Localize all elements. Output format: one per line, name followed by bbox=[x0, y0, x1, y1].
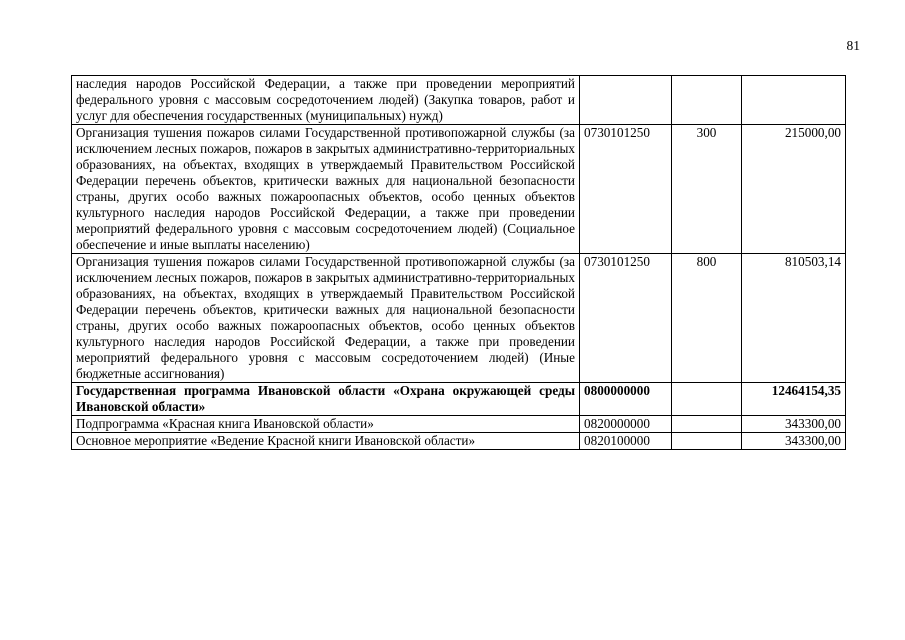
row-expense-type bbox=[672, 76, 742, 125]
row-description: Организация тушения пожаров силами Государственной противопожарной службы (за исключением лесных пожаров, пожаров в закрытых административно-территориальных образованиях, на объектах, входящих в утверждаемый Правительством Российской Федерации перечень объектов, критически важных для национальной безопасности страны, других особо важных пожароопасных объектов, особо ценных объектов культурного наследия народов Российской Федерации, а также при проведении мероприятий федерального уровня с массовым сосредоточением людей) (Социальное обеспечение и иные выплаты населению) bbox=[72, 125, 580, 254]
row-target-code: 0820000000 bbox=[580, 416, 672, 433]
row-expense-type bbox=[672, 383, 742, 416]
row-amount: 810503,14 bbox=[742, 254, 846, 383]
row-target-code: 0730101250 bbox=[580, 254, 672, 383]
row-target-code: 0730101250 bbox=[580, 125, 672, 254]
row-target-code bbox=[580, 76, 672, 125]
row-description: Организация тушения пожаров силами Государственной противопожарной службы (за исключением лесных пожаров, пожаров в закрытых административно-территориальных образованиях, на объектах, входящих в утверждаемый Правительством Российской Федерации перечень объектов, критически важных для национальной безопасности страны, других особо важных пожароопасных объектов, особо ценных объектов культурного наследия народов Российской Федерации, а также при проведении мероприятий федерального уровня с массовым сосредоточением людей) (Иные бюджетные ассигнования) bbox=[72, 254, 580, 383]
table-row bbox=[72, 76, 846, 125]
row-expense-type bbox=[672, 433, 742, 450]
row-expense-type bbox=[672, 416, 742, 433]
row-amount: 343300,00 bbox=[742, 433, 846, 450]
row-amount bbox=[742, 76, 846, 125]
row-amount: 215000,00 bbox=[742, 125, 846, 254]
table-row bbox=[72, 433, 846, 450]
table-row bbox=[72, 254, 846, 383]
row-target-code: 0820100000 bbox=[580, 433, 672, 450]
budget-table bbox=[71, 75, 846, 450]
row-amount: 12464154,35 bbox=[742, 383, 846, 416]
row-description: Основное мероприятие «Ведение Красной книги Ивановской области» bbox=[72, 433, 580, 450]
table-row bbox=[72, 416, 846, 433]
row-description: Подпрограмма «Красная книга Ивановской области» bbox=[72, 416, 580, 433]
table-row-program bbox=[72, 383, 846, 416]
row-amount: 343300,00 bbox=[742, 416, 846, 433]
row-expense-type: 300 bbox=[672, 125, 742, 254]
row-target-code: 0800000000 bbox=[580, 383, 672, 416]
page-number: 81 bbox=[846, 38, 860, 53]
row-description: Государственная программа Ивановской области «Охрана окружающей среды Ивановской области» bbox=[72, 383, 580, 416]
row-description: наследия народов Российской Федерации, а также при проведении мероприятий федерального уровня с массовым сосредоточением людей) (Закупка товаров, работ и услуг для обеспечения государственных (муниципальных) нужд) bbox=[72, 76, 580, 125]
table-row bbox=[72, 125, 846, 254]
row-expense-type: 800 bbox=[672, 254, 742, 383]
